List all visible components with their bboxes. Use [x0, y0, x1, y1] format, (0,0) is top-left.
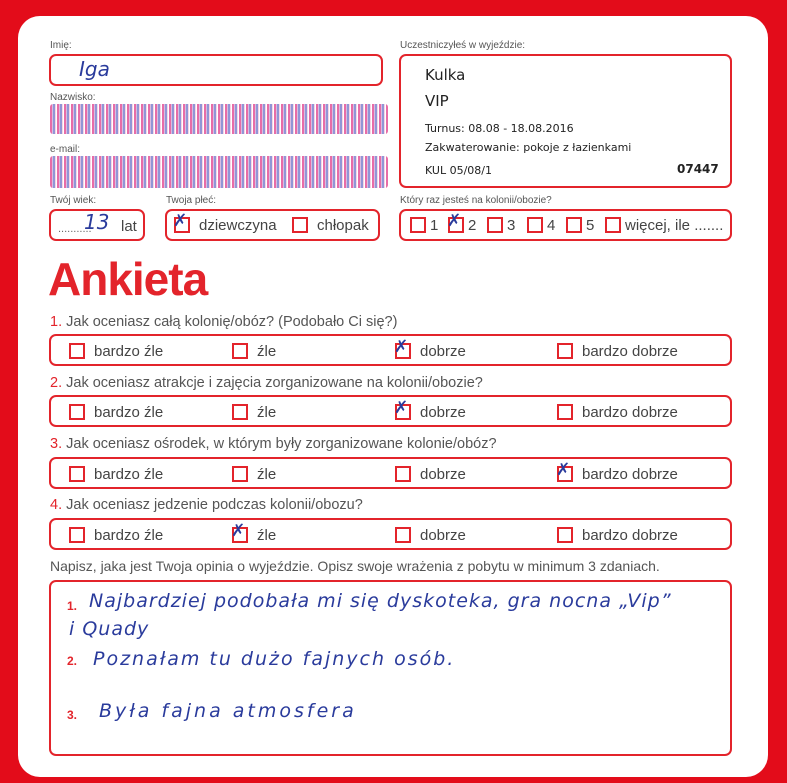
check-mark: ✗	[394, 398, 409, 418]
camp-number: 07447	[677, 162, 719, 176]
answer-row-2	[49, 395, 732, 427]
q3-checkbox-bad[interactable]	[232, 466, 248, 482]
question-3	[50, 436, 497, 452]
answer-row-4	[49, 518, 732, 550]
camp-name: Kulka	[425, 66, 466, 84]
opinion-textarea[interactable]	[49, 580, 732, 756]
gender-field	[165, 209, 380, 241]
check-mark: ✗	[173, 211, 188, 231]
age-label: Twój wiek:	[50, 195, 97, 206]
question-number: 2.	[50, 375, 63, 391]
answer-number: 3.	[67, 708, 78, 722]
gender-label: Twoja płeć:	[166, 195, 217, 206]
q4-checkbox-very-bad[interactable]	[69, 527, 85, 543]
option-very-good: bardzo dobrze	[582, 527, 678, 544]
email-label: e-mail:	[50, 144, 81, 155]
survey-title: Ankieta	[48, 253, 208, 305]
q3-checkbox-good[interactable]	[395, 466, 411, 482]
answer-3-line-1: Była fajna atmosfera	[99, 700, 357, 722]
camp-info-box	[399, 54, 732, 188]
check-mark: ✗	[394, 337, 409, 357]
times-field	[399, 209, 732, 241]
option-very-bad: bardzo źle	[94, 527, 164, 544]
question-1	[50, 314, 397, 330]
option-good: dobrze	[420, 404, 466, 421]
q3-checkbox-very-bad[interactable]	[69, 466, 85, 482]
times-checkbox-4[interactable]	[527, 217, 543, 233]
email-redacted	[50, 156, 388, 188]
question-number: 1.	[50, 314, 63, 330]
option-very-bad: bardzo źle	[94, 404, 164, 421]
option-very-good: bardzo dobrze	[582, 404, 678, 421]
answer-row-1	[49, 334, 732, 366]
answer-1-line-2: i Quady	[69, 618, 150, 640]
check-mark: ✗	[231, 521, 246, 541]
answer-1-line-1: Najbardziej podobała mi się dyskoteka, gra nocna „Vip”	[89, 590, 672, 612]
camp-code: KUL 05/08/1	[425, 164, 492, 177]
name-value: Iga	[79, 57, 110, 81]
option-bad: źle	[257, 527, 277, 544]
answer-number: 2.	[67, 654, 78, 668]
name-label: Imię:	[50, 40, 72, 51]
times-option-more: więcej, ile .......	[625, 217, 724, 234]
gender-option-girl: dziewczyna	[199, 217, 277, 234]
camp-label: Uczestniczyłeś w wyjeździe:	[400, 40, 526, 51]
option-very-good: bardzo dobrze	[582, 466, 678, 483]
option-good: dobrze	[420, 343, 466, 360]
gender-checkbox-boy[interactable]	[292, 217, 308, 233]
question-2	[50, 375, 483, 391]
question-text: Jak oceniasz jedzenie podczas kolonii/obozu?	[66, 497, 363, 513]
q3-checkbox-very-good[interactable]	[556, 460, 573, 482]
q2-checkbox-very-bad[interactable]	[69, 404, 85, 420]
times-option-1: 1	[430, 217, 439, 234]
times-checkbox-more[interactable]	[605, 217, 621, 233]
answer-number: 1.	[67, 599, 78, 613]
times-checkbox-5[interactable]	[566, 217, 582, 233]
camp-turnus: Turnus: 08.08 - 18.08.2016	[425, 122, 574, 135]
option-very-good: bardzo dobrze	[582, 343, 678, 360]
camp-type: VIP	[425, 92, 449, 110]
option-good: dobrze	[420, 466, 466, 483]
q1-checkbox-very-good[interactable]	[557, 343, 573, 359]
answer-row-3	[49, 457, 732, 489]
age-unit: lat	[121, 218, 137, 235]
times-checkbox-2[interactable]	[447, 211, 464, 233]
q1-checkbox-good[interactable]	[394, 337, 411, 359]
q4-checkbox-good[interactable]	[395, 527, 411, 543]
question-4	[50, 497, 363, 513]
surname-label: Nazwisko:	[50, 92, 96, 103]
name-field[interactable]	[49, 54, 383, 86]
q2-checkbox-bad[interactable]	[232, 404, 248, 420]
q2-checkbox-very-good[interactable]	[557, 404, 573, 420]
age-dots: ...........	[58, 223, 92, 235]
q4-checkbox-bad[interactable]	[231, 521, 248, 543]
question-number: 3.	[50, 436, 63, 452]
surname-redacted	[50, 104, 388, 134]
times-label: Który raz jesteś na kolonii/obozie?	[400, 195, 552, 206]
question-number: 4.	[50, 497, 63, 513]
q1-checkbox-very-bad[interactable]	[69, 343, 85, 359]
age-field[interactable]	[49, 209, 145, 241]
times-option-5: 5	[586, 217, 595, 234]
question-text: Jak oceniasz ośrodek, w którym były zorganizowane kolonie/obóz?	[66, 436, 497, 452]
times-checkbox-3[interactable]	[487, 217, 503, 233]
option-bad: źle	[257, 466, 277, 483]
question-text: Jak oceniasz atrakcje i zajęcia zorganizowane na kolonii/obozie?	[66, 375, 483, 391]
times-option-4: 4	[547, 217, 556, 234]
opinion-prompt: Napisz, jaka jest Twoja opinia o wyjeździe. Opisz swoje wrażenia z pobytu w minimum 3 zdaniach.	[50, 558, 660, 574]
camp-accommodation: Zakwaterowanie: pokoje z łazienkami	[425, 141, 632, 154]
option-bad: źle	[257, 343, 277, 360]
check-mark: ✗	[556, 460, 571, 480]
option-good: dobrze	[420, 527, 466, 544]
times-checkbox-1[interactable]	[410, 217, 426, 233]
q1-checkbox-bad[interactable]	[232, 343, 248, 359]
option-bad: źle	[257, 404, 277, 421]
check-mark: ✗	[447, 211, 462, 231]
option-very-bad: bardzo źle	[94, 466, 164, 483]
gender-checkbox-girl[interactable]	[173, 211, 190, 233]
gender-option-boy: chłopak	[317, 217, 369, 234]
q4-checkbox-very-good[interactable]	[557, 527, 573, 543]
times-option-2: 2	[468, 217, 477, 234]
question-text: Jak oceniasz całą kolonię/obóz? (Podobało Ci się?)	[66, 314, 398, 330]
age-value: 13	[84, 210, 110, 234]
q2-checkbox-good[interactable]	[394, 398, 411, 420]
option-very-bad: bardzo źle	[94, 343, 164, 360]
answer-2-line-1: Poznałam tu dużo fajnych osób.	[93, 648, 456, 670]
times-option-3: 3	[507, 217, 516, 234]
